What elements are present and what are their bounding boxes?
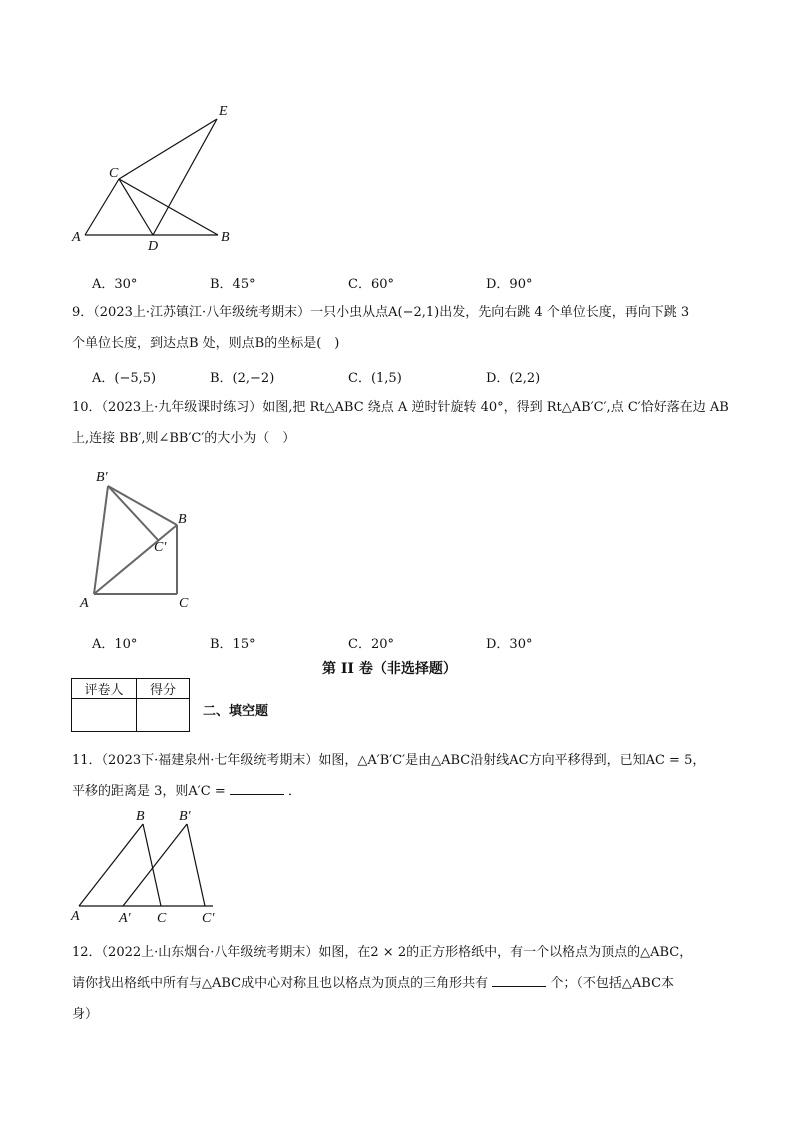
q12-stem-line3: 身） [72, 1007, 99, 1022]
section-2-title: 第 II 卷（非选择题） [322, 661, 457, 677]
q12-line2-text: 请你找出格纸中所有与△ABC成中心对称且也以格点为顶点的三角形共有 [72, 976, 489, 991]
q9-option-b[interactable]: B．(2,−2) [210, 371, 275, 386]
q8-option-c[interactable]: C．60° [348, 277, 394, 292]
segment-B1C1 [187, 824, 205, 906]
segment-A1B1 [123, 824, 187, 906]
figure-q8 [60, 95, 260, 255]
label-A: A [72, 230, 81, 245]
q11-line2-text: 平移的距离是 3，则A′C = [72, 784, 226, 799]
grader-header-score: 得分 [137, 679, 190, 699]
segment-AC [85, 179, 119, 235]
q9-option-d[interactable]: D．(2,2) [486, 371, 541, 386]
grader-cell-reviewer[interactable] [72, 699, 137, 732]
q10-option-b[interactable]: B．15° [210, 637, 256, 652]
segment-AB [94, 525, 177, 594]
q10-stem-line2: 上,连接 BB′,则∠BB′C′的大小为（ ） [72, 431, 296, 446]
label-A-prime: A′ [119, 911, 131, 926]
q12-stem-line1: 12．（2022上·山东烟台·八年级统考期末）如图，在2 × 2的正方形格纸中，有一个以格点为顶点的△ABC， [72, 945, 693, 960]
label-C: C [179, 596, 189, 611]
q12-stem-line2 [72, 974, 674, 994]
segment-CE [119, 119, 217, 179]
segment-BC [143, 824, 161, 906]
q9-stem-line2: 个单位长度，到达点B 处，则点B的坐标是( ) [72, 336, 340, 351]
figure-q11 [65, 808, 235, 928]
label-D: D [148, 239, 159, 254]
q8-option-d[interactable]: D．90° [486, 277, 533, 292]
q10-option-d[interactable]: D．30° [486, 637, 533, 652]
q8-option-a[interactable]: A．30° [92, 277, 138, 292]
q11-stem-line1: 11．（2023下·福建泉州·七年级统考期末）如图，△A′B′C′是由△ABC沿射线AC方向平移得到，已知AC = 5， [72, 753, 706, 768]
label-B-prime: B′ [179, 809, 191, 824]
grader-header-reviewer: 评卷人 [72, 679, 137, 699]
label-C: C [109, 166, 119, 181]
q11-answer-blank[interactable] [230, 782, 284, 795]
q8-option-b[interactable]: B．45° [210, 277, 256, 292]
segment-CD [119, 179, 153, 235]
grader-table [71, 678, 190, 732]
q12-line2-end: 个；（不包括△ABC本 [550, 976, 675, 991]
q10-option-a[interactable]: A．10° [92, 637, 138, 652]
q9-option-c[interactable]: C．(1,5) [348, 371, 402, 386]
label-A: A [71, 909, 80, 924]
label-B: B [136, 809, 145, 824]
label-E: E [219, 104, 228, 119]
label-B-prime: B′ [96, 470, 108, 485]
segment-CB [119, 179, 218, 235]
q9-option-a[interactable]: A．(−5,5) [92, 371, 157, 386]
q12-answer-blank[interactable] [492, 974, 546, 987]
segment-B1C1 [108, 486, 158, 540]
q9-stem-line1: 9．（2023上·江苏镇江·八年级统考期末）一只小虫从点A(−2,1)出发，先向右跳 4 个单位长度，再向下跳 3 [72, 305, 690, 320]
segment-ED [153, 119, 217, 235]
segment-B1B [108, 486, 177, 525]
q11-line2-end: ． [288, 784, 302, 799]
q10-stem-line1: 10．（2023上·九年级课时练习）如图,把 Rt△ABC 绕点 A 逆时针旋转 40°，得到 Rt△AB′C′,点 C′恰好落在边 AB [72, 400, 729, 415]
segment-AB1 [94, 486, 108, 594]
label-C-prime: C′ [202, 911, 215, 926]
figure-q10 [75, 465, 205, 615]
q11-stem-line2 [72, 782, 301, 802]
segment-AB [79, 824, 143, 906]
label-A: A [80, 596, 89, 611]
label-C-prime: C′ [154, 540, 167, 555]
label-C: C [157, 911, 167, 926]
q10-option-c[interactable]: C．20° [348, 637, 394, 652]
section-2-heading: 二、填空题 [203, 704, 269, 719]
grader-cell-score[interactable] [137, 699, 190, 732]
label-B: B [221, 230, 230, 245]
label-B: B [178, 512, 187, 527]
